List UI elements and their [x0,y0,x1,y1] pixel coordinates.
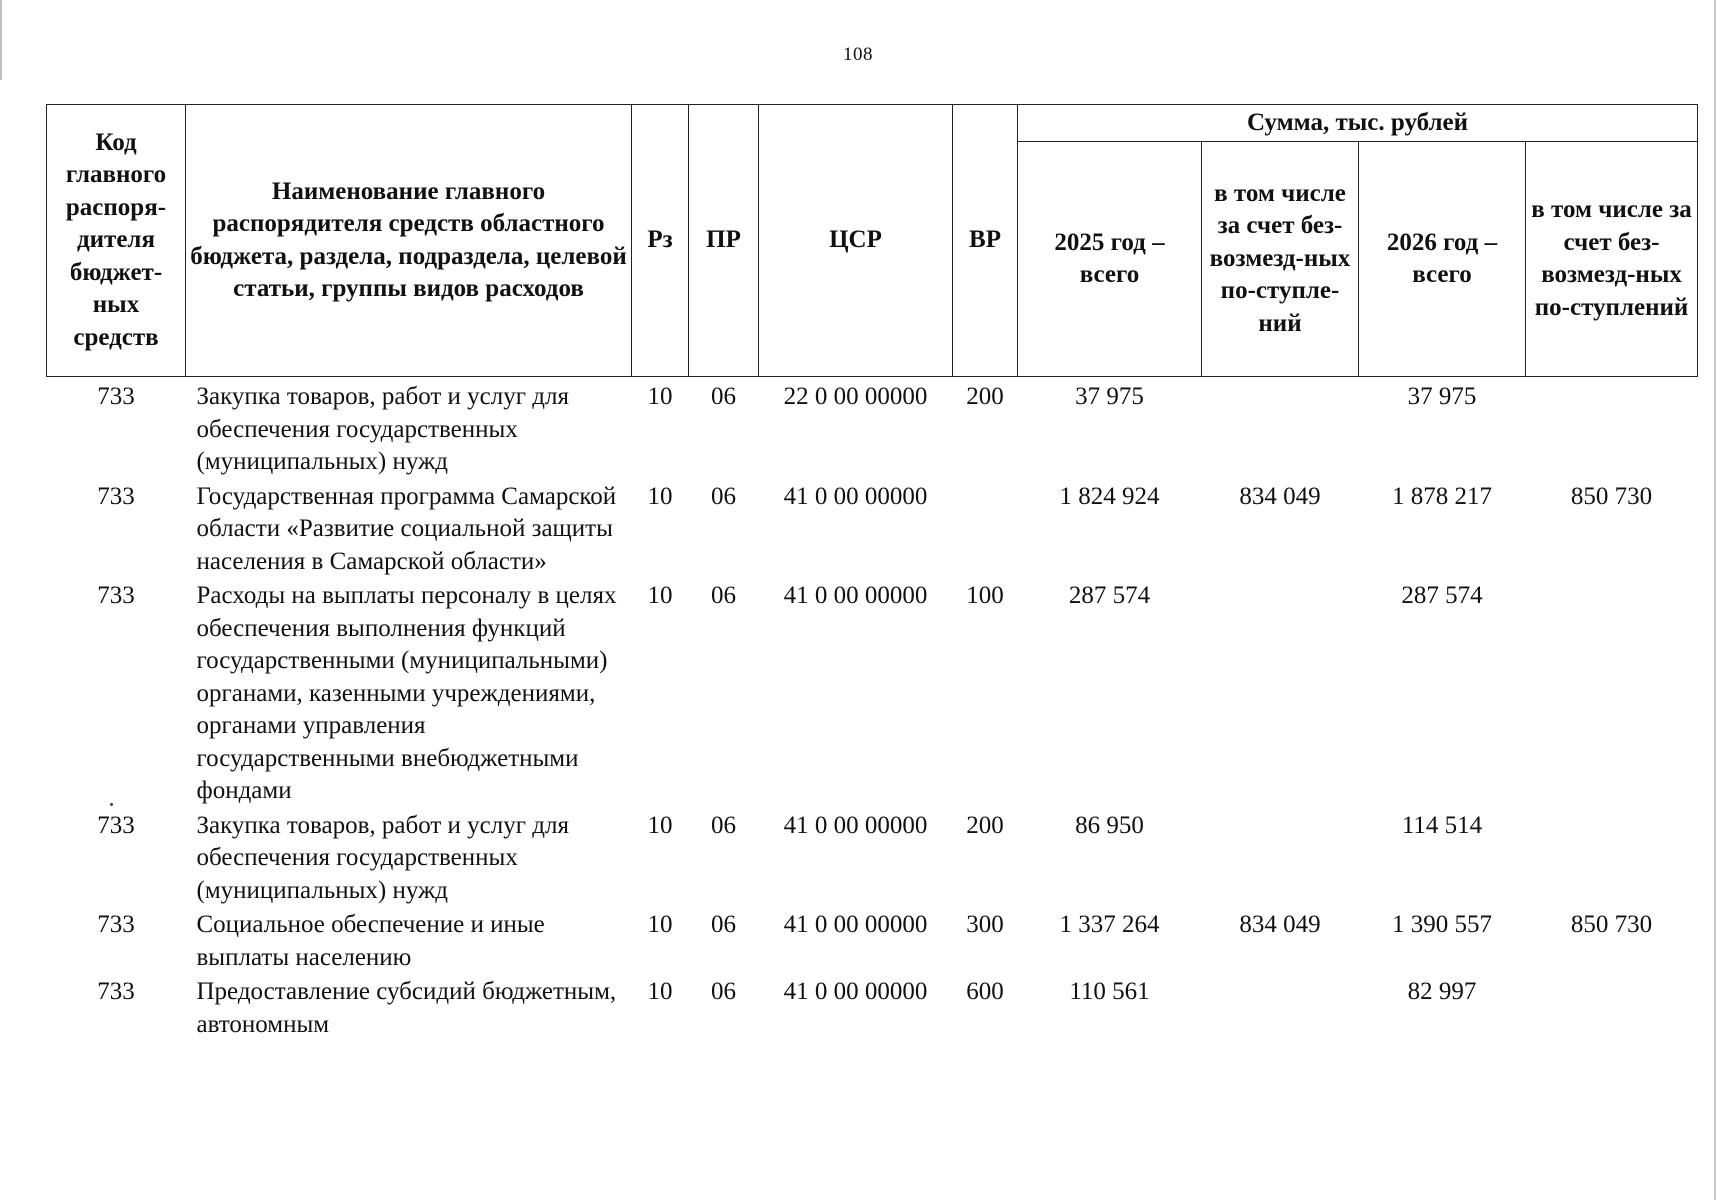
cell-total-2025: 1 824 924 [1059,482,1160,510]
cell-total-2026: 1 878 217 [1392,482,1492,510]
header-csr: ЦСР [759,105,953,377]
cell-total-2026: 1 390 557 [1392,911,1492,938]
cell-total-2025: 86 950 [1075,811,1144,839]
cell-name: Социальное обеспечение и иные выплаты населению [196,911,545,971]
cell-pr: 06 [711,978,736,1005]
header-name: Наименование главного распорядителя средств областного бюджета, раздела, подраздела, целевой статьи, группы видов расходов [186,105,632,377]
table-header [47,105,1698,377]
table-row [47,907,1698,974]
header-total-2026: 2026 год – всего [1359,142,1526,377]
cell-name: Расходы на выплаты персоналу в целях обеспечения выполнения функций государственными (муниципальными) органами, казенными учреждениями, органами управления государственными внебюджетными фондами [196,582,617,804]
cell-rz: 10 [647,911,673,938]
cell-name: Закупка товаров, работ и услуг для обеспечения государственных (муниципальных) нужд [196,383,569,475]
cell-free-2025: 834 049 [1239,911,1321,938]
cell-free-2026 [1526,377,1698,479]
cell-total-2026: 37 975 [1407,383,1477,410]
cell-free-2025 [1202,808,1359,908]
cell-pr: 06 [711,482,736,510]
header-free-2025: в том числе за счет без-возмезд-ных по-ступле-ний [1202,142,1359,377]
cell-pr: 06 [711,911,736,938]
budget-table [46,104,1698,1041]
table-row [47,479,1698,579]
cell-vr [953,479,1018,579]
cell-rz: 10 [647,582,673,609]
cell-total-2025: 37 975 [1075,383,1144,410]
cell-csr: 41 0 00 00000 [783,482,928,510]
cell-total-2025: 110 561 [1069,978,1150,1005]
cell-code: 733 [97,811,135,839]
cell-vr: 100 [966,582,1004,609]
cell-free-2025 [1202,377,1359,479]
table-body [47,377,1698,1042]
cell-free-2025 [1202,974,1359,1041]
header-free-2026: в том числе за счет без-возмезд-ных по-ступлений [1526,142,1698,377]
header-sum-group: Сумма, тыс. рублей [1018,105,1698,142]
header-pr: ПР [689,105,759,377]
cell-code: 733 [97,582,135,609]
header-code: Код главного распоря-дителя бюджет-ных средств [47,105,186,377]
cell-free-2026 [1526,808,1698,908]
cell-name: Государственная программа Самарской области «Развитие социальной защиты населения в Самарской области» [196,482,617,575]
table-row [47,377,1698,479]
table-row [47,578,1698,808]
cell-free-2026 [1526,974,1698,1041]
cell-code: 733 [97,978,135,1005]
cell-free-2025 [1202,578,1359,808]
cell-rz: 10 [647,383,673,410]
cell-name: Закупка товаров, работ и услуг для обеспечения государственных (муниципальных) нужд [196,811,569,904]
scan-left-edge [0,0,2,80]
cell-pr: 06 [711,383,736,410]
cell-total-2026: 82 997 [1407,978,1477,1005]
cell-csr: 41 0 00 00000 [783,978,928,1005]
cell-rz: 10 [647,978,673,1005]
cell-code: 733 [97,482,135,510]
cell-free-2026 [1526,578,1698,808]
cell-code: 733 [97,383,135,410]
cell-free-2026: 850 730 [1570,482,1653,510]
cell-csr: 41 0 00 00000 [783,582,928,609]
cell-vr: 300 [966,911,1004,938]
cell-total-2025: 287 574 [1068,582,1151,609]
header-vr: ВР [953,105,1018,377]
cell-free-2026: 850 730 [1570,911,1653,938]
cell-vr: 600 [966,978,1004,1005]
cell-rz: 10 [647,482,673,510]
cell-csr: 22 0 00 00000 [783,383,928,410]
table-row [47,974,1698,1041]
table-row [47,808,1698,908]
cell-total-2026: 114 514 [1401,811,1483,839]
cell-rz: 10 [647,811,673,839]
cell-csr: 41 0 00 00000 [783,811,928,839]
cell-free-2025: 834 049 [1239,482,1321,510]
cell-total-2025: 1 337 264 [1059,911,1160,938]
cell-vr: 200 [966,383,1004,410]
header-total-2025: 2025 год – всего [1018,142,1202,377]
header-rz: Рз [632,105,689,377]
cell-csr: 41 0 00 00000 [783,911,928,938]
cell-vr: 200 [966,811,1004,839]
cell-total-2026: 287 574 [1401,582,1483,609]
cell-pr: 06 [711,811,736,839]
cell-pr: 06 [711,582,736,609]
cell-name: Предоставление субсидий бюджетным, автономным [196,978,617,1038]
cell-code: 733 [97,911,135,938]
page-number: 108 [843,44,873,65]
